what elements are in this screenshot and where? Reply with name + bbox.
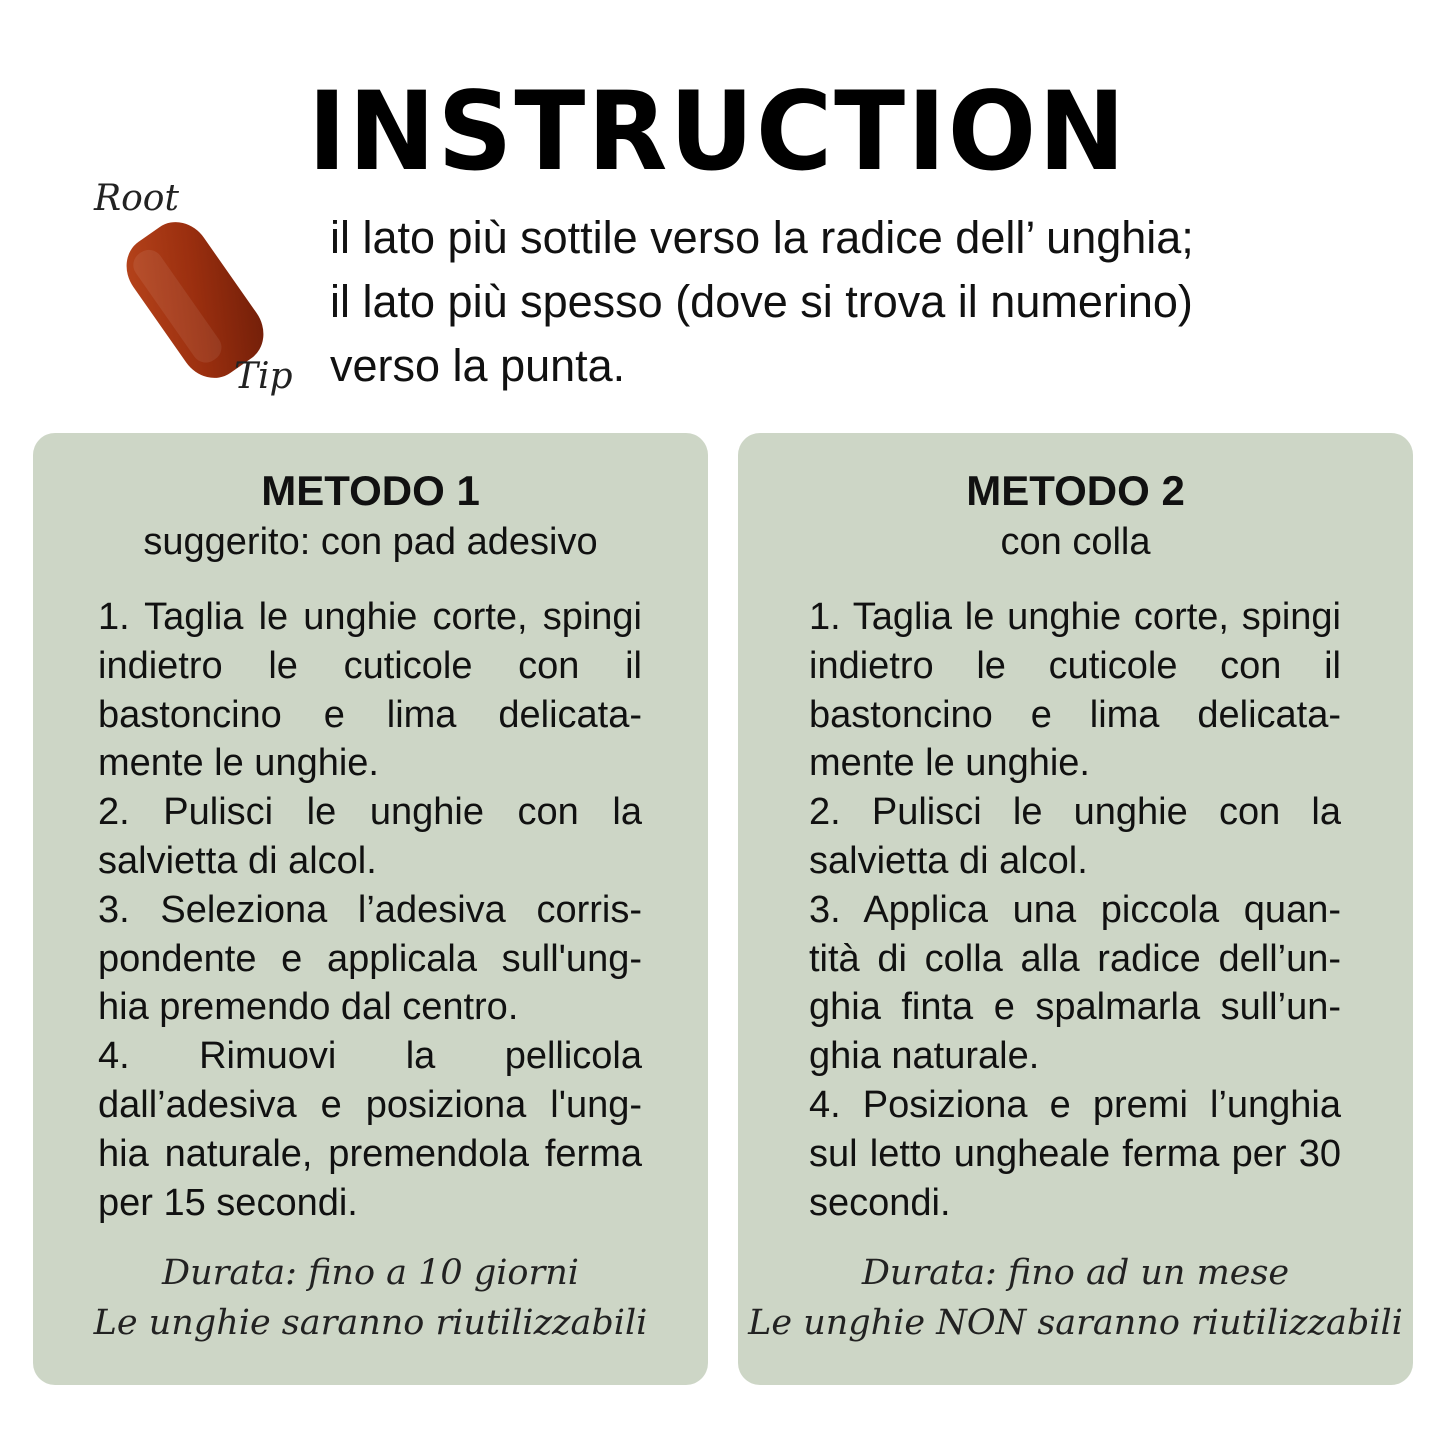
intro-line: verso la punta. bbox=[330, 340, 626, 391]
intro-line: il lato più spesso (dove si trova il numerino) bbox=[330, 276, 1193, 327]
page-title-wrap bbox=[0, 66, 1445, 196]
method-1-card bbox=[33, 433, 708, 1385]
method-1-subtitle: suggerito: con pad adesivo bbox=[143, 521, 598, 563]
step-item: 3. Seleziona l’adesiva corris- pondente e applicala sull'ung- hia premendo dal centro. bbox=[98, 888, 642, 1029]
method-1-duration: Durata: fino a 10 giorni bbox=[162, 1253, 579, 1293]
step-item: 3. Applica una piccola quan- tità di colla alla radice dell’un- ghia finta e spalmarla sull’un- ghia naturale. bbox=[809, 888, 1341, 1078]
method-2-footer bbox=[738, 1248, 1413, 1348]
step-item: 4. Rimuovi la pellicola dall’adesiva e posiziona l'ung- hia naturale, premendola ferma per 15 secondi. bbox=[98, 1035, 642, 1224]
method-1-footer bbox=[33, 1248, 708, 1348]
page-title: INSTRUCTION bbox=[307, 66, 1128, 196]
step-item: 1. Taglia le unghie corte, spingi indietro le cuticole con il bastoncino e lima delicata- mente le unghie. bbox=[98, 596, 642, 785]
orientation-text bbox=[330, 206, 1420, 398]
step-item: 4. Posiziona e premi l’unghia sul letto ungheale ferma per 30 secondi. bbox=[809, 1083, 1341, 1224]
method-1-title: METODO 1 bbox=[261, 467, 480, 514]
method-2-reuse: Le unghie NON saranno riutilizzabili bbox=[748, 1303, 1403, 1343]
step-item: 2. Pulisci le unghie con la salvietta di alcol. bbox=[809, 791, 1341, 882]
method-1-reuse: Le unghie saranno riutilizzabili bbox=[93, 1303, 648, 1343]
method-2-steps bbox=[809, 593, 1341, 1227]
intro-line: il lato più sottile verso la radice dell’ unghia; bbox=[330, 212, 1194, 263]
method-2-title: METODO 2 bbox=[966, 467, 1185, 514]
method-2-card bbox=[738, 433, 1413, 1385]
nail-diagram bbox=[88, 178, 318, 418]
step-item: 2. Pulisci le unghie con la salvietta di alcol. bbox=[98, 791, 642, 882]
method-2-duration: Durata: fino ad un mese bbox=[861, 1253, 1290, 1293]
method-2-subtitle: con colla bbox=[1000, 521, 1151, 563]
root-label: Root bbox=[94, 178, 179, 219]
step-item: 1. Taglia le unghie corte, spingi indietro le cuticole con il bastoncino e lima delicata- mente le unghie. bbox=[809, 596, 1341, 785]
tip-label: Tip bbox=[234, 356, 293, 397]
method-1-steps bbox=[98, 593, 642, 1227]
